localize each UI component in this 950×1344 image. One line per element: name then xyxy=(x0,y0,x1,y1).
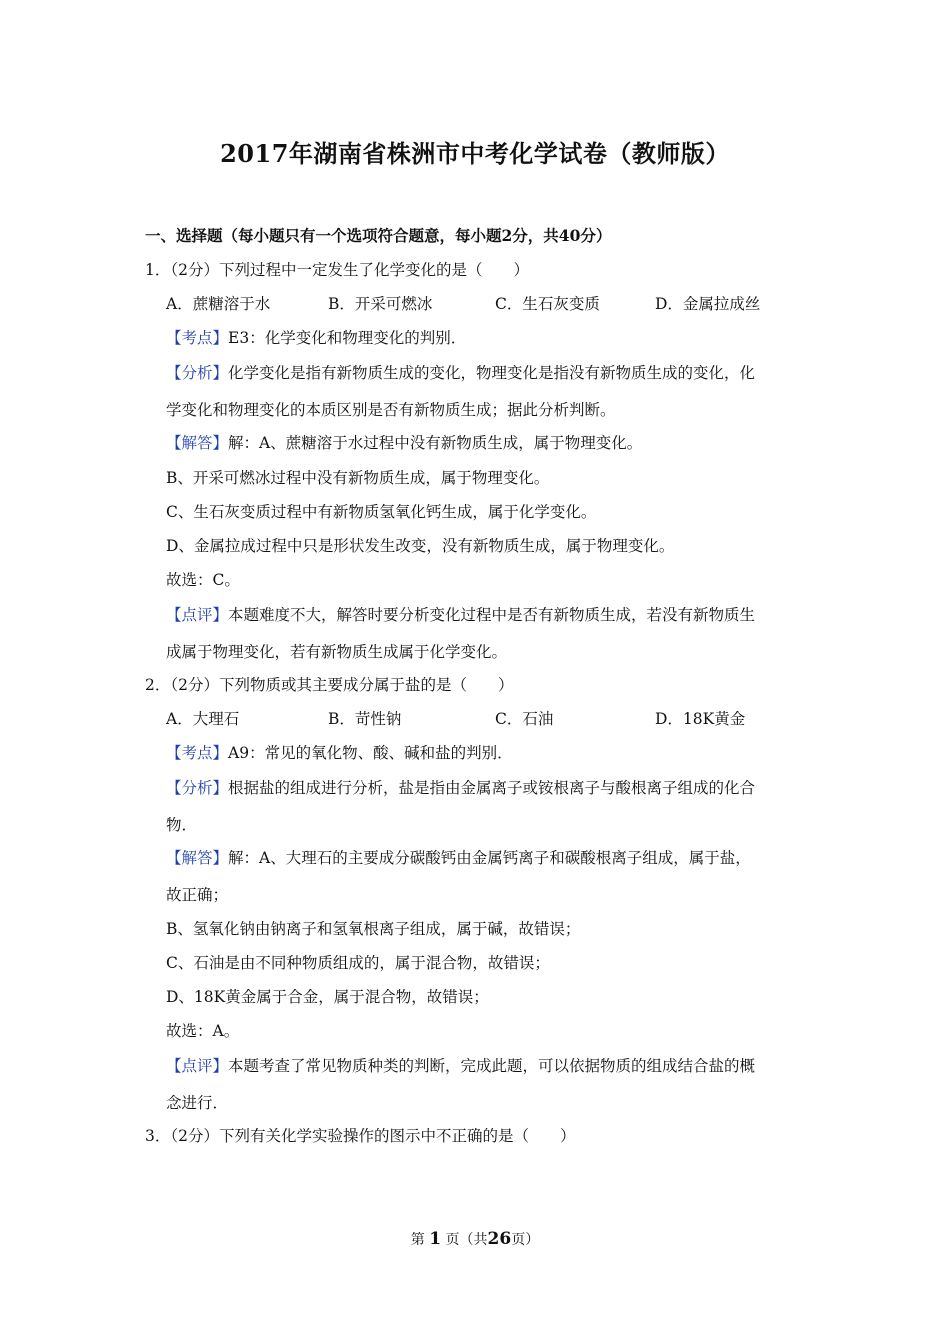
fenxi-tag: 【分析】 xyxy=(166,779,229,797)
q2-fenxi-text-2: 物． xyxy=(166,816,198,834)
q2-jieda-text-3: B、氢氧化钠由钠离子和氢氧根离子组成，属于碱，故错误； xyxy=(166,920,581,938)
q1-option-c: C．生石灰变质 xyxy=(495,295,600,313)
footer-page-number: 1 xyxy=(429,1229,442,1249)
q2-jieda xyxy=(166,846,751,868)
dianping-tag: 【点评】 xyxy=(166,1057,229,1075)
q2-jieda-text-5: D、18K黄金属于合金，属于混合物，故错误； xyxy=(166,988,489,1006)
q1-jieda-text-2: B、开采可燃冰过程中没有新物质生成，属于物理变化。 xyxy=(166,469,550,487)
q3-stem: 3．（2分）下列有关化学实验操作的图示中不正确的是（ ） xyxy=(145,1127,576,1145)
kaodian-tag: 【考点】 xyxy=(166,329,229,347)
q2-jieda-text-1: 解：A、大理石的主要成分碳酸钙由金属钙离子和碳酸根离子组成，属于盐， xyxy=(228,849,751,867)
q1-fenxi-text-2: 学变化和物理变化的本质区别是否有新物质生成；据此分析判断。 xyxy=(166,401,616,419)
footer-middle: 页（共 xyxy=(445,1232,488,1248)
q2-kaodian-text: A9：常见的氧化物、酸、碱和盐的判别． xyxy=(228,744,513,762)
q1-stem: 1．（2分）下列过程中一定发生了化学变化的是（ ） xyxy=(145,261,529,279)
q2-option-b: B．苛性钠 xyxy=(328,710,402,728)
q1-jieda xyxy=(166,431,642,453)
q1-kaodian-text: E3：化学变化和物理变化的判别． xyxy=(228,329,467,347)
q2-stem: 2．（2分）下列物质或其主要成分属于盐的是（ ） xyxy=(145,676,514,694)
q1-fenxi xyxy=(166,361,755,383)
q1-dianping xyxy=(166,603,755,625)
q2-option-d: D．18K黄金 xyxy=(655,710,746,728)
footer-total-pages: 26 xyxy=(487,1229,512,1249)
q2-fenxi xyxy=(166,776,755,798)
jieda-tag: 【解答】 xyxy=(166,849,229,867)
q1-option-a: A．蔗糖溶于水 xyxy=(166,295,271,313)
q1-jieda-text-4: D、金属拉成过程中只是形状发生改变，没有新物质生成，属于物理变化。 xyxy=(166,537,675,555)
q1-option-b: B．开采可燃冰 xyxy=(328,295,433,313)
q2-dianping xyxy=(166,1054,755,1076)
q2-option-a: A．大理石 xyxy=(166,710,240,728)
q2-dianping-text-1: 本题考查了常见物质种类的判断，完成此题，可以依据物质的组成结合盐的概 xyxy=(228,1057,756,1075)
q1-jieda-text-3: C、生石灰变质过程中有新物质氢氧化钙生成，属于化学变化。 xyxy=(166,503,597,521)
q2-fenxi-text-1: 根据盐的组成进行分析，盐是指由金属离子或铵根离子与酸根离子组成的化合 xyxy=(228,779,756,797)
q1-dianping-text-1: 本题难度不大，解答时要分析变化过程中是否有新物质生成，若没有新物质生 xyxy=(228,606,756,624)
q2-answer: 故选：A。 xyxy=(166,1022,240,1040)
kaodian-tag: 【考点】 xyxy=(166,744,229,762)
fenxi-tag: 【分析】 xyxy=(166,364,229,382)
q1-dianping-text-2: 成属于物理变化，若有新物质生成属于化学变化。 xyxy=(166,643,508,661)
q2-option-c: C．石油 xyxy=(495,710,554,728)
footer-prefix: 第 xyxy=(410,1232,425,1248)
dianping-tag: 【点评】 xyxy=(166,606,229,624)
q2-jieda-text-4: C、石油是由不同种物质组成的，属于混合物，故错误； xyxy=(166,954,550,972)
q1-jieda-text-1: 解：A、蔗糖溶于水过程中没有新物质生成，属于物理变化。 xyxy=(228,434,643,452)
section-heading: 一、选择题（每小题只有一个选项符合题意，每小题2分，共40分） xyxy=(145,226,612,245)
q1-answer: 故选：C。 xyxy=(166,571,240,589)
q2-dianping-text-2: 念进行． xyxy=(166,1094,229,1112)
q1-fenxi-text-1: 化学变化是指有新物质生成的变化，物理变化是指没有新物质生成的变化，化 xyxy=(228,364,756,382)
jieda-tag: 【解答】 xyxy=(166,434,229,452)
q2-jieda-text-2: 故正确； xyxy=(166,886,229,904)
page-title: 2017年湖南省株洲市中考化学试卷（教师版） xyxy=(220,139,730,168)
q1-option-d: D．金属拉成丝 xyxy=(655,295,761,313)
q1-kaodian xyxy=(166,326,466,348)
q2-kaodian xyxy=(166,741,513,763)
footer-suffix: 页） xyxy=(511,1232,540,1248)
page-footer xyxy=(0,1229,950,1249)
